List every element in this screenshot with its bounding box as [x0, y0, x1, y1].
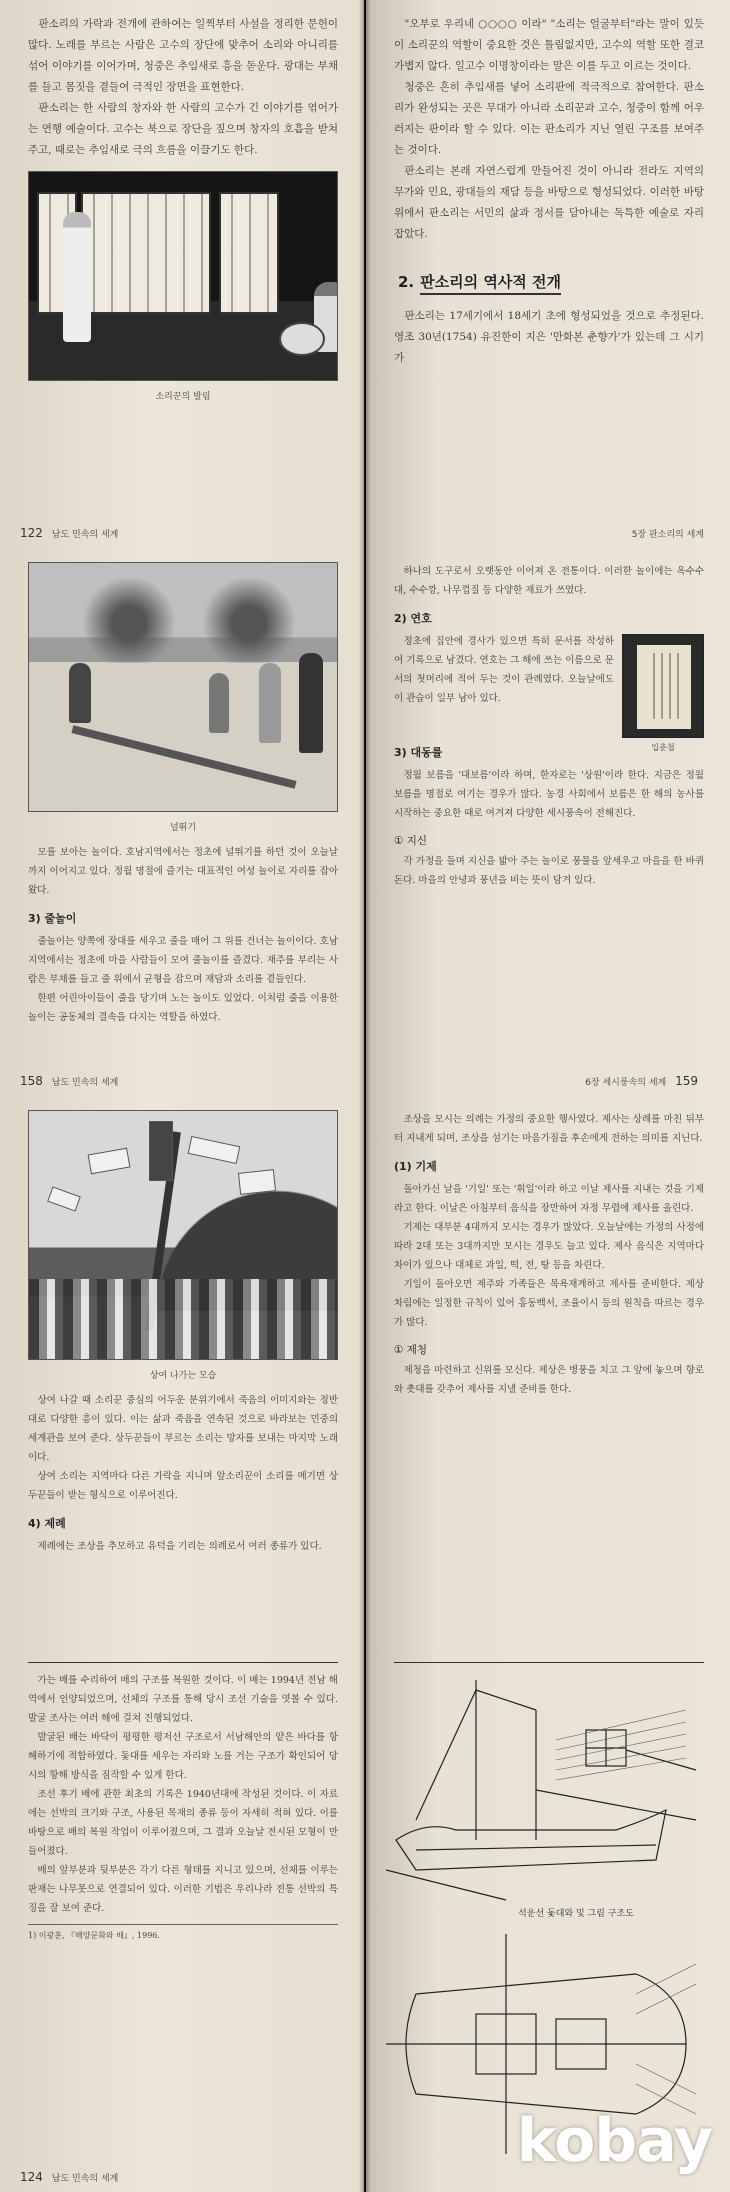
- running-head: 남도 민속의 세계: [51, 530, 119, 540]
- paragraph: 모를 보아는 놀이다. 호남지역에서는 정초에 널뛰기를 하던 것이 오늘날까지 이어지고 있다. 정월 명절에 즐기는 대표적인 여성 놀이로 자리를 잡아 왔다.: [28, 847, 338, 896]
- running-head: 남도 민속의 세계: [51, 2174, 119, 2184]
- paragraph: 청중은 흔히 추임새를 넣어 소리판에 적극적으로 참여한다. 판소리가 완성되는 곳은 무대가 아니라 소리꾼과 고수, 청중이 함께 어우러지는 판이라 할 수 있다. 이는 판소리가 지닌 열린 구조를 보여주는 것이다.: [394, 81, 704, 156]
- drum: [279, 322, 325, 356]
- bullet-heading: ① 지신: [394, 835, 428, 847]
- paragraph: 하나의 도구로서 오랫동안 이어져 온 전통이다. 이러한 놀이에는 옥수수대, 수수깡, 나무껍질 등 다양한 재료가 쓰였다.: [394, 566, 704, 596]
- page-footer: [20, 2170, 118, 2184]
- page-ship-diagram: [366, 1644, 730, 2192]
- subheading: 4) 제례: [28, 1517, 66, 1530]
- photo-caption: 입춘첩: [651, 743, 675, 752]
- paragraph: "오부로 우리네 ○○○○ 이라" "소리는 얼굴부터"라는 말이 있듯이 소리꾼의 역할이 중요한 것은 틀림없지만, 고수의 역할 또한 결코 가볍지 않다. 일고수 이명창이라는 말은 이를 두고 이르는 것이다.: [394, 18, 704, 72]
- subheading: 2) 연호: [394, 612, 432, 625]
- photo-document: [622, 634, 704, 752]
- page-159: [366, 548, 730, 1096]
- paragraph: 기일이 돌아오면 제주와 가족들은 목욕재계하고 제사를 준비한다. 제상 차림에는 일정한 규칙이 있어 홍동백서, 조율이시 등의 원칙을 따르는 경우가 많다.: [394, 1279, 704, 1328]
- paragraph: 한편 어린아이들이 줄을 당기며 노는 놀이도 있었다. 이처럼 줄을 이용한 놀이는 공동체의 결속을 다지는 역할을 하였다.: [28, 993, 338, 1023]
- footnote: 1) 이광훈, 『해양문화와 배』, 1996.: [28, 1924, 338, 1942]
- page-footer: [632, 527, 704, 540]
- page-number: 122: [20, 526, 43, 540]
- book-gutter: [359, 548, 371, 1096]
- page-122: [0, 0, 364, 548]
- book-gutter: [359, 1096, 371, 1644]
- running-head: 남도 민속의 세계: [51, 1078, 119, 1088]
- book-gutter: [359, 1644, 371, 2192]
- photo-seesaw: [28, 562, 338, 812]
- paragraph: 상여 나갈 때 소리꾼 중심의 어두운 분위기에서 죽음의 이미지와는 정반대로 다양한 흥이 있다. 이는 삶과 죽음을 연속된 것으로 바라보는 민중의 세계관을 보여 준다. 상두꾼들이 부르는 소리는 망자를 보내는 마지막 노래이다.: [28, 1395, 338, 1463]
- top-rule: [28, 1662, 338, 1663]
- paragraph: 배의 앞부분과 뒷부분은 각기 다른 형태를 지니고 있으며, 선체를 이루는 판재는 나무못으로 연결되어 있다. 이러한 기법은 우리나라 전통 선박의 특징을 잘 보여 준다.: [28, 1865, 338, 1914]
- running-head: 5장 판소리의 세계: [631, 530, 704, 540]
- paragraph: 판소리의 가락과 전개에 관하여는 일찍부터 사설을 정리한 문헌이 많다. 노래를 부르는 사람은 고수의 장단에 맞추어 소리와 아니리를 섞어 이야기를 이어가며, 청중은 추임새로 흥을 돋운다. 광대는 부채를 들고 몸짓을 곁들여 극적인 장면을 표현한다.: [28, 18, 338, 93]
- page-footer: [20, 526, 118, 540]
- section-title: 판소리의 역사적 전개: [420, 273, 561, 295]
- subheading: 3) 대동률: [394, 746, 443, 759]
- page-number: 124: [20, 2170, 43, 2184]
- spread-2: [0, 548, 730, 1096]
- paragraph: 판소리는 본래 자연스럽게 만들어진 것이 아니라 전라도 지역의 무가와 민요, 광대들의 재담 등을 바탕으로 형성되었다. 이러한 바탕 위에서 판소리는 서민의 삶과 정서를 담아내는 독특한 예술로 자리잡았다.: [394, 165, 704, 240]
- photo-funeral-bier: [28, 1110, 338, 1360]
- spread-3: [0, 1096, 730, 1644]
- page-left-3: [0, 1096, 364, 1644]
- paragraph: 제청을 마련하고 신위를 모신다. 제상은 병풍을 치고 그 앞에 놓으며 향로와 촛대를 갖추어 제사를 지낼 준비를 한다.: [394, 1365, 704, 1395]
- diagram-caption: 석운선 돛대와 및 그림 구조도: [518, 1909, 634, 1919]
- page-right-3: [366, 1096, 730, 1644]
- spread-1: [0, 0, 730, 548]
- page-footer: [585, 1074, 704, 1088]
- kobay-watermark: kobay: [516, 2106, 712, 2176]
- photo-caption: 상여 나가는 모습: [149, 1371, 217, 1381]
- paragraph: 상여 소리는 지역마다 다른 가락을 지니며 앞소리꾼이 소리를 메기면 상두꾼들이 받는 형식으로 이루어진다.: [28, 1471, 338, 1501]
- section-number: 2.: [398, 273, 415, 291]
- subheading: (1) 기제: [394, 1160, 437, 1173]
- crowd: [29, 1279, 337, 1359]
- paragraph: 발굴된 배는 바닥이 평평한 평저선 구조로서 서남해안의 얕은 바다를 항해하기에 적합하였다. 돛대를 세우는 자리와 노를 거는 구조가 확인되어 당시의 항해 방식을 짐작할 수 있게 한다.: [28, 1732, 338, 1781]
- paragraph: 제례에는 조상을 추모하고 유덕을 기리는 의례로서 여러 종류가 있다.: [37, 1541, 322, 1552]
- page-158: [0, 548, 364, 1096]
- page-number: 159: [675, 1074, 698, 1088]
- paragraph: 정월 보름을 '대보름'이라 하며, 한자로는 '상원'이라 한다. 지금은 정월 보름을 명절로 여기는 경우가 많다. 농경 사회에서 보름은 한 해의 농사를 시작하는 중요한 때로 여겨져 다양한 세시풍속이 전해진다.: [394, 770, 704, 819]
- paragraph: 정초에 집안에 경사가 있으면 특히 문서를 작성하여 기록으로 남겼다. 연호는 그 해에 쓰는 이름으로 문서의 첫머리에 적어 두는 것이 관례였다. 오늘날에도 이 관습이 일부 남아 있다.: [394, 636, 614, 704]
- paragraph: 기제는 대부분 4대까지 모시는 경우가 많았다. 오늘날에는 가정의 사정에 따라 2대 또는 3대까지만 모시는 경우도 늘고 있다. 제사 음식은 지역마다 차이가 있으나 대체로 과일, 떡, 전, 탕 등을 차린다.: [394, 1222, 704, 1271]
- paragraph: 돌아가신 날을 '기일' 또는 '휘일'이라 하고 이날 제사를 지내는 것을 기제라고 한다. 이날은 아침부터 음식을 장만하여 자정 무렵에 제사를 올린다.: [394, 1184, 704, 1214]
- page-123: [366, 0, 730, 548]
- paragraph: 판소리는 한 사람의 창자와 한 사람의 고수가 긴 이야기를 엮어가는 연행 예술이다. 고수는 북으로 장단을 짚으며 창자의 호흡을 받쳐 주고, 때로는 추임새로 극의 흐름을 이끌기도 한다.: [28, 102, 338, 156]
- photo-caption: 소리꾼의 발림: [155, 392, 211, 402]
- singer-figure: [63, 212, 91, 342]
- spread-4: [0, 1644, 730, 2192]
- paragraph: 각 가정을 돌며 지신을 밟아 주는 놀이로 풍물을 앞세우고 마을을 한 바퀴 돈다. 마을의 안녕과 풍년을 비는 뜻이 담겨 있다.: [394, 856, 704, 886]
- ship-side-diagram: [386, 1670, 706, 1910]
- section-heading: [398, 271, 704, 292]
- subheading: 3) 줄놀이: [28, 912, 77, 925]
- photo-stage-performance: [28, 171, 338, 381]
- page-number: 158: [20, 1074, 43, 1088]
- top-rule: [394, 1662, 704, 1663]
- paragraph: 가는 배를 수리하여 배의 구조를 복원한 것이다. 이 배는 1994년 전남 해역에서 인양되었으며, 선체의 구조를 통해 당시 조선 기술을 엿볼 수 있다. 발굴 조사는 여러 해에 걸쳐 진행되었다.: [28, 1675, 338, 1724]
- paragraph: 조선 후기 배에 관한 최초의 기록은 1940년대에 작성된 것이다. 이 자료에는 선박의 크기와 구조, 사용된 목재의 종류 등이 자세히 적혀 있다. 이를 바탕으로 배의 복원 작업이 이루어졌으며, 그 결과 오늘날 전시된 모형이 만들어졌다.: [28, 1789, 338, 1857]
- paragraph: 줄놀이는 양쪽에 장대를 세우고 줄을 매어 그 위를 건너는 놀이이다. 호남지역에서는 정초에 마을 사람들이 모여 줄놀이를 즐겼다. 재주를 부리는 사람은 부채를 들고 줄 위에서 균형을 잡으며 재담과 소리를 곁들인다.: [28, 936, 338, 985]
- bullet-heading: ① 제청: [394, 1344, 428, 1356]
- photo-caption: 널뛰기: [169, 823, 197, 833]
- page-footer: [20, 1074, 118, 1088]
- paragraph: 판소리는 17세기에서 18세기 초에 형성되었을 것으로 추정된다. 영조 30년(1754) 유진한이 지은 '만화본 춘향가'가 있는데 그 시기가: [394, 310, 704, 364]
- page-124: [0, 1644, 364, 2192]
- paragraph: 조상을 모시는 의례는 가정의 중요한 행사였다. 제사는 상례를 마친 뒤부터 지내게 되며, 조상을 섬기는 마음가짐을 후손에게 전하는 의미를 지닌다.: [394, 1114, 704, 1144]
- book-gutter: [359, 0, 371, 548]
- running-head: 6장 세시풍속의 세계: [585, 1078, 667, 1088]
